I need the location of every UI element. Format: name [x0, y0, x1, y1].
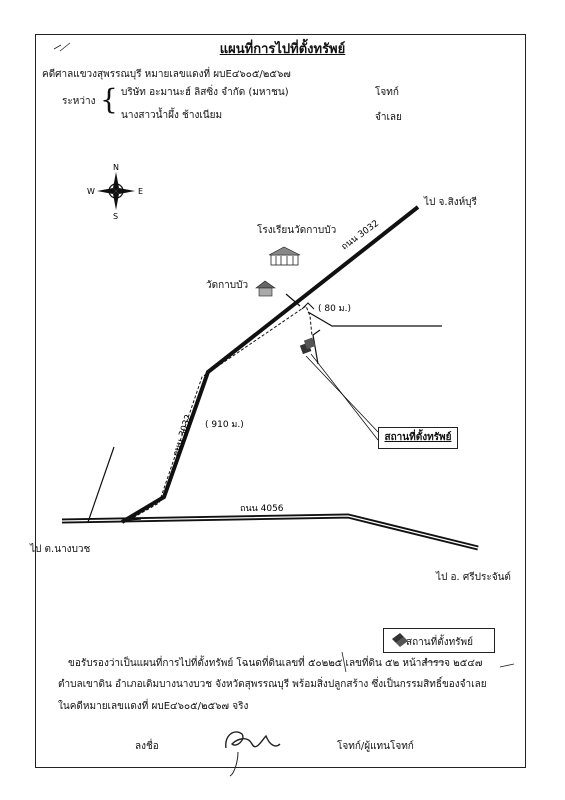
distance-80-label: ( 80 ม.) [318, 304, 351, 314]
temple-label: วัดกาบบัว [206, 280, 249, 291]
certification-line-3: ในคดีหมายเลขแดงที่ ผบE๔๖๐๕/๒๕๖๗ จริง [58, 701, 249, 712]
property-callout-label: สถานที่ตั้งทรัพย์ [378, 427, 458, 449]
school-icon [269, 247, 300, 265]
defendant-role: จำเลย [375, 112, 402, 123]
school-label: โรงเรียนวัดกาบบัว [257, 225, 337, 236]
party-brace: { [100, 83, 118, 116]
temple-icon [256, 281, 275, 296]
defendant-name: นางสาวน้ำผึ้ง ช้างเนียม [121, 110, 223, 121]
legend-box [383, 628, 495, 653]
compass-e: E [138, 187, 144, 196]
certification-line-2: ตำบลเขาดิน อำเภอเดิมบางนางบวช จังหวัดสุพรรณบุรี พร้อมสิ่งปลูกสร้าง ซึ่งเป็นกรรมสิทธิ์ของจำเลย [58, 679, 487, 690]
callout-lines [306, 354, 378, 440]
sign-label: ลงชื่อ [135, 741, 159, 752]
compass-w: W [87, 187, 95, 196]
signature [226, 732, 280, 776]
destination-nangbuat: ไป ต.นางบวช [30, 544, 91, 555]
destination-sriprachan: ไป อ. ศรีประจันต์ [436, 572, 511, 583]
compass-rose [87, 163, 143, 221]
case-number-line: คดีศาลแขวงสุพรรณบุรี หมายเลขแดงที่ ผบE๔๖๐๕/๒๕๖๗ [42, 69, 291, 80]
certification-line-1: ขอรับรองว่าเป็นแผนที่การไปที่ตั้งทรัพย์ โฉนดที่ดินเลขที่ ๕๐๒๒๕ เลขที่ดิน ๕๒ หน้าสำรวจ ๒๕๔๗ [68, 658, 483, 669]
plaintiff-name: บริษัท อะมานะฮ์ ลิสซิ่ง จำกัด (มหาชน) [121, 87, 289, 98]
signer-role: โจทก์/ผู้แทนโจทก์ [337, 741, 414, 752]
road-4056-label: ถนน 4056 [240, 504, 284, 514]
legend-label: สถานที่ตั้งทรัพย์ [406, 637, 473, 648]
between-label: ระหว่าง [62, 96, 96, 107]
side-road-west [88, 447, 114, 522]
road-3032-label-top: ถนน 3032 [339, 218, 381, 253]
destination-singburi: ไป จ.สิงห์บุรี [424, 197, 477, 208]
distance-910-label: ( 910 ม.) [205, 420, 244, 430]
property-marker [300, 338, 316, 355]
compass-s: S [113, 212, 119, 221]
compass-n: N [113, 163, 119, 172]
page-title: แผนที่การไปที่ตั้งทรัพย์ [219, 42, 346, 57]
plaintiff-role: โจทก์ [375, 87, 399, 98]
road-3032-label-mid: ถนน 3032 [171, 413, 195, 458]
route-path [129, 306, 312, 520]
